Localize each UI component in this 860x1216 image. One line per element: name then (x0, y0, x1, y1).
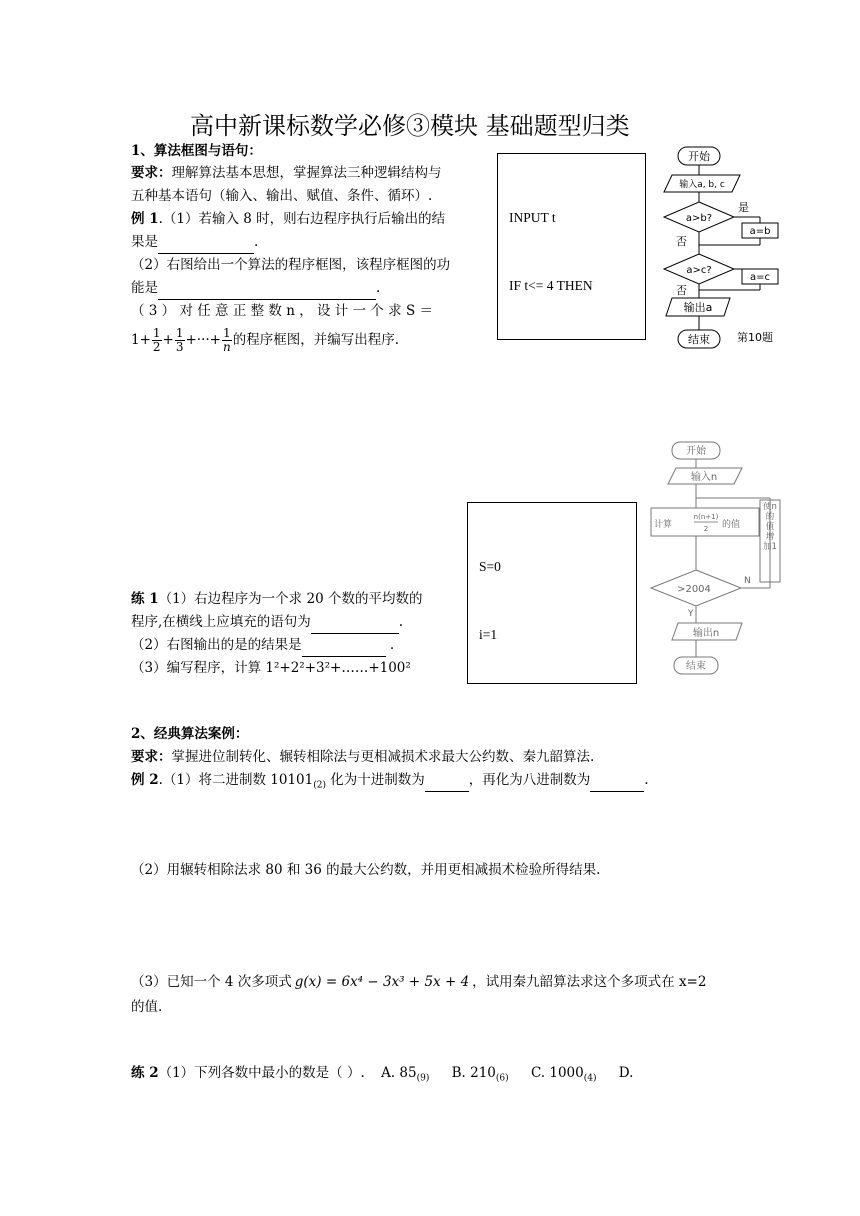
example2-part3 (131, 971, 706, 993)
fc2-input-label: 输入n (690, 472, 718, 483)
ex2-p1b: 化为十进制数为 (325, 772, 425, 788)
answer-blank[interactable] (590, 769, 644, 792)
fc2-cond-label: >2004 (677, 584, 711, 595)
fc1-output-label: 输出a (683, 301, 713, 314)
example1-part3: （ 3 ） 对 任 意 正 整 数 n ， 设 计 一 个 求 S ＝ (131, 303, 433, 319)
fc1-assign1-label: a=b (749, 226, 771, 237)
req-label: 要求： (131, 165, 172, 181)
practice2 (131, 1062, 633, 1090)
practice2-label: 练 2 (131, 1065, 159, 1081)
ex1-label: 例 1 (131, 211, 159, 227)
fc2-output-label: 输出n (692, 628, 720, 639)
formula-one: 1+ (131, 332, 151, 348)
section2-heading: 2、经典算法案例： (131, 726, 249, 742)
fc2-calc-frac-den: 2 (703, 525, 709, 533)
fc2-no-label: N (744, 576, 751, 586)
code-line: i=1 (479, 626, 498, 642)
formula-tail: 的程序框图，并编写出程序. (232, 332, 400, 348)
fc2-side-label: 使n的值增加1 (763, 502, 777, 552)
req-text-1: 理解算法基本思想，掌握算法三种逻辑结构与 (171, 165, 442, 181)
ex2-p1d: . (644, 772, 649, 788)
req-label: 要求： (131, 749, 172, 765)
example1-part1-line2: 果是 . (131, 231, 258, 254)
req-text: 掌握进位制转化、辗转相除法与更相减损术求最大公约数、秦九韶算法. (171, 749, 595, 765)
practice1-part1-line2: 程序,在横线上应填充的语句为 . (131, 611, 403, 634)
ex2-label: 例 2 (131, 772, 159, 788)
practice1-part2 (131, 634, 394, 657)
fraction-1-over-n: $\frac{1}{n}$ (223, 326, 231, 354)
fc1-cond1-label: a>b? (685, 213, 713, 224)
section1-requirement (131, 162, 442, 184)
fc1-start-label: 开始 (688, 150, 710, 163)
program-box-1 (497, 153, 646, 340)
page-title: 高中新课标数学必修③模块 基础题型归类 (190, 112, 630, 140)
fc1-no1-label: 否 (676, 235, 687, 248)
fc1-assign2-label: a=c (749, 272, 771, 283)
option-a[interactable]: A. $85_{(9)}$ (381, 1065, 430, 1084)
practice2-text: （1）下列各数中最小的数是（ ）. (158, 1065, 365, 1081)
code-line: INPUT t (509, 210, 556, 225)
ex2-p3b: ，试用秦九韶算法求这个多项式在 x=2 (472, 974, 707, 990)
fc1-end-label: 结束 (688, 333, 710, 346)
program-code-1 (509, 162, 604, 340)
polynomial-formula: g(x) = 6x⁴ − 3x³ + 5x + 4 (294, 974, 470, 990)
practice1-part3: （3）编写程序，计算 1²+2²+3²+……+100² (131, 660, 411, 676)
answer-blank[interactable] (158, 231, 254, 254)
practice1-part1 (131, 588, 422, 610)
ex1-p1b: 果是 (131, 234, 158, 250)
option-b[interactable]: B. $210_{(6)}$ (451, 1065, 509, 1084)
program-box-2 (467, 502, 637, 684)
fraction-third: $\frac{1}{3}$ (175, 326, 184, 354)
base-subscript: (2) (313, 780, 326, 791)
fc1-cond2-label: a>c? (686, 265, 712, 276)
example1-part3-formula: 1+ $\frac{1}{2}$ + $\frac{1}{3}$ +···+ $\frac{1}{n}$ 的程序框图，并编写出程序. (131, 326, 400, 354)
option-d[interactable]: D. (618, 1065, 634, 1081)
fc1-yes-label: 是 (738, 201, 749, 214)
fc2-start-label: 开始 (686, 446, 706, 457)
practice1-p2: （2）右图输出的是的结果是 (131, 637, 302, 653)
example2-part2: （2）用辗转相除法求 80 和 36 的最大公约数，并用更相减损术检验所得结果. (131, 862, 601, 878)
fc2-calc-frac-num: n(n+1) (693, 513, 719, 521)
fc2-yes-label: Y (688, 609, 694, 619)
formula-dots: +···+ (185, 332, 221, 348)
code-line: S=0 (479, 559, 501, 574)
example1-part2-line2: 能是 . (131, 277, 380, 300)
ex2-p1a: .（1）将二进制数 10101 (158, 772, 314, 788)
fc1-no2-label: 否 (676, 284, 687, 297)
fc1-input-label: 输入a, b, c (679, 180, 725, 190)
section1-heading: 1、算法框图与语句： (131, 143, 262, 159)
practice1-label: 练 1 (131, 591, 159, 607)
example2-part3-line2: 的值. (131, 999, 163, 1015)
answer-blank[interactable] (425, 769, 469, 792)
ex2-p1c: ，再化为八进制数为 (468, 772, 591, 788)
flowchart-2 (646, 440, 781, 680)
practice1-p2-end: . (385, 637, 395, 653)
fc1-caption: 第10题 (737, 331, 773, 344)
example2-part1 (131, 769, 649, 797)
fc2-calc-tail: 的值 (722, 520, 741, 530)
fraction-half: $\frac{1}{2}$ (152, 326, 161, 354)
ex1-p2b: 能是 (131, 280, 158, 296)
fc2-end-label: 结束 (686, 661, 706, 672)
example1-part1 (131, 208, 445, 230)
ex2-p3a: （3）已知一个 4 次多项式 (131, 974, 292, 990)
fc2-calc-label: 计算 (654, 520, 673, 530)
option-c[interactable]: C. $1000_{(4)}$ (530, 1065, 597, 1084)
program-code-2 (479, 511, 610, 684)
example1-part2: （2）右图给出一个算法的程序框图，该程序框图的功 (131, 257, 451, 273)
section2-requirement (131, 746, 594, 768)
flowchart-1 (656, 140, 786, 355)
ex1-p1a: .（1）若输入 8 时，则右边程序执行后输出的结 (158, 211, 446, 227)
section1-requirement-line2: 五种基本语句（输入、输出、赋值、条件、循环）. (131, 188, 433, 204)
code-line: IF t<= 4 THEN (509, 277, 593, 293)
practice1-p1b: 程序,在横线上应填充的语句为 (131, 614, 311, 630)
answer-blank[interactable] (158, 277, 376, 300)
answer-blank[interactable] (302, 634, 386, 657)
practice1-p1a: （1）右边程序为一个求 20 个数的平均数的 (158, 591, 423, 607)
answer-blank[interactable] (311, 611, 399, 634)
